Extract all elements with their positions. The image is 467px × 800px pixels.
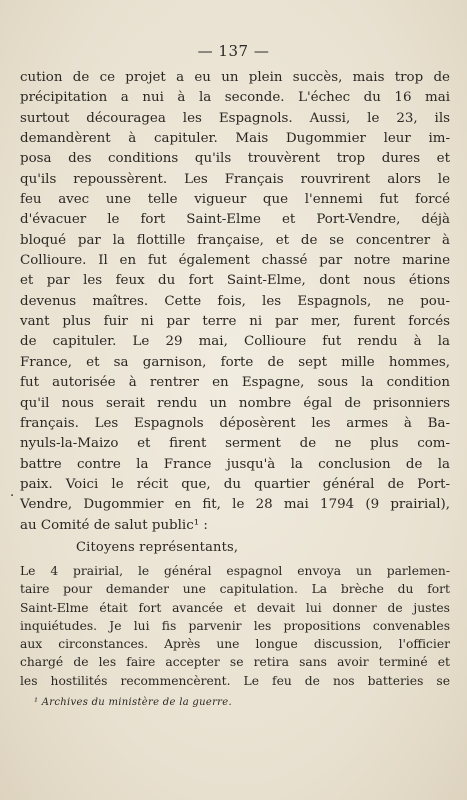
text-line: fut autorisée à rentrer en Espagne, sous la condition	[20, 375, 450, 391]
margin-mark: .	[10, 485, 15, 500]
quote-line: aux circonstances. Après une longue discussion, l'officier	[20, 637, 450, 652]
text-line: devenus maîtres. Cette fois, les Espagnols, ne pou-	[20, 293, 450, 309]
text-line: au Comité de salut public¹ :	[20, 517, 208, 533]
text-line: posa des conditions qu'ils trouvèrent trop dures et	[20, 151, 450, 167]
text-line: vant plus fuir ni par terre ni par mer, furent forcés	[20, 314, 450, 330]
quote-line: Saint-Elme était fort avancée et devait lui donner de justes	[20, 600, 450, 615]
quote-line: inquiétudes. Je lui fis parvenir les propositions convenables	[20, 618, 450, 633]
main-text	[20, 68, 450, 536]
text-line: qu'il nous serait rendu un nombre égal de prisonniers	[20, 395, 450, 411]
text-line: d'évacuer le fort Saint-Elme et Port-Vendre, déjà	[20, 212, 450, 228]
text-line: Collioure. Il en fut également chassé par notre marine	[20, 253, 450, 269]
text-line: feu avec une telle vigueur que l'ennemi fut forcé	[20, 192, 450, 208]
text-line: de capituler. Le 29 mai, Collioure fut rendu à la	[20, 334, 450, 350]
quote-line: chargé de les faire accepter se retira sans avoir terminé et	[20, 655, 450, 670]
text-line: Vendre, Dugommier en fit, le 28 mai 1794 (9 prairial),	[20, 497, 450, 513]
text-line: français. Les Espagnols déposèrent les armes à Ba-	[20, 415, 450, 431]
text-line: France, et sa garnison, forte de sept mille hommes,	[20, 354, 450, 370]
quote-line: taire pour demander une capitulation. La brèche du fort	[20, 582, 450, 597]
quote-line: Le 4 prairial, le général espagnol envoya un parlemen-	[20, 564, 450, 578]
quoted-letter	[20, 562, 450, 690]
text-line: et par les feux du fort Saint-Elme, dont nous étions	[20, 273, 450, 289]
text-line: précipitation a nui à la seconde. L'échec du 16 mai	[20, 90, 450, 106]
text-line: battre contre la France jusqu'à la conclusion de la	[20, 456, 450, 472]
text-line: surtout découragea les Espagnols. Aussi, le 23, ils	[20, 110, 450, 126]
page-number: — 137 —	[197, 42, 270, 60]
text-line: cution de ce projet a eu un plein succès, mais trop de	[20, 70, 450, 85]
quote-line: les hostilités recommencèrent. Le feu de nos batteries se	[20, 673, 450, 688]
text-line: demandèrent à capituler. Mais Dugommier leur im-	[20, 131, 450, 147]
letter-salutation: Citoyens représentants,	[76, 540, 239, 555]
text-line: paix. Voici le récit que, du quartier général de Port-	[20, 476, 450, 492]
text-line: bloqué par la flottille française, et de se concentrer à	[20, 232, 450, 248]
text-line: nyuls-la-Maizo et firent serment de ne plus com-	[20, 436, 450, 452]
text-line: qu'ils repoussèrent. Les Français rouvrirent alors le	[20, 171, 450, 187]
footnote: ¹ Archives du ministère de la guerre.	[34, 697, 232, 708]
